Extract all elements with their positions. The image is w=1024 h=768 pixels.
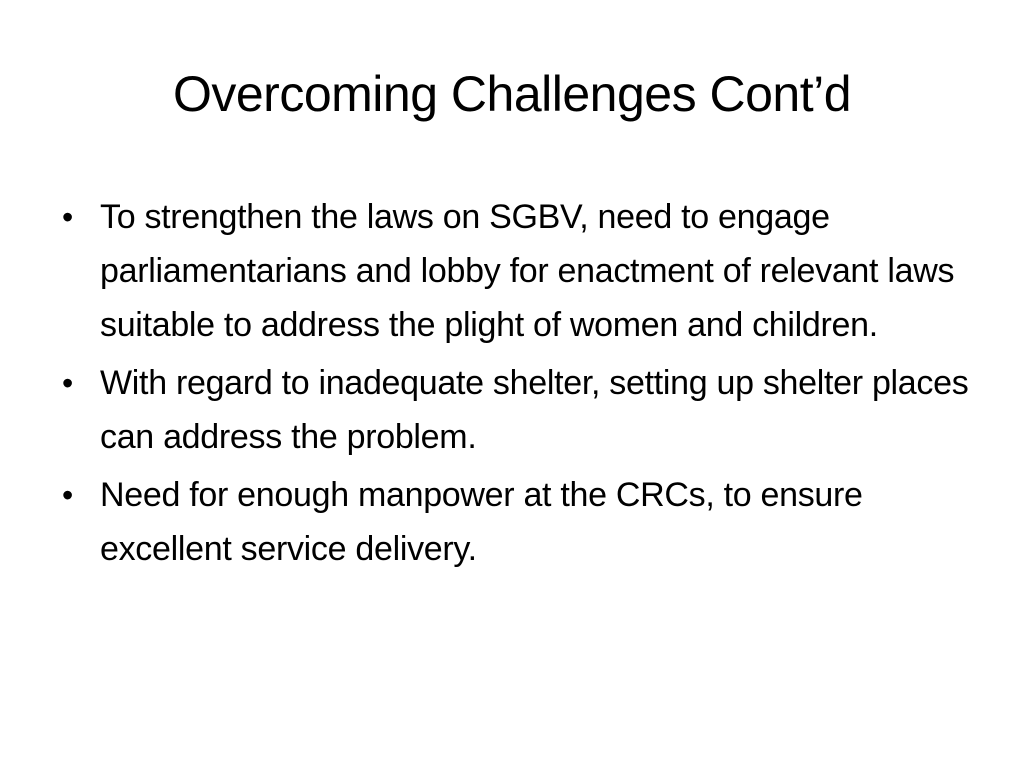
- slide-title: Overcoming Challenges Cont’d: [172, 66, 852, 122]
- bullet-list: [62, 190, 982, 580]
- bullet-icon: •: [62, 365, 73, 401]
- bullet-item: [62, 190, 982, 352]
- bullet-text: To strengthen the laws on SGBV, need to engage parliamentarians and lobby for enactment of relevant laws suitable to address the plight of women and children.: [100, 198, 955, 344]
- bullet-item: [62, 468, 982, 576]
- bullet-icon: •: [62, 199, 73, 235]
- bullet-item: [62, 356, 982, 464]
- bullet-text: Need for enough manpower at the CRCs, to ensure excellent service delivery.: [100, 476, 863, 568]
- bullet-text: With regard to inadequate shelter, setting up shelter places can address the problem.: [100, 364, 969, 456]
- bullet-icon: •: [62, 477, 73, 513]
